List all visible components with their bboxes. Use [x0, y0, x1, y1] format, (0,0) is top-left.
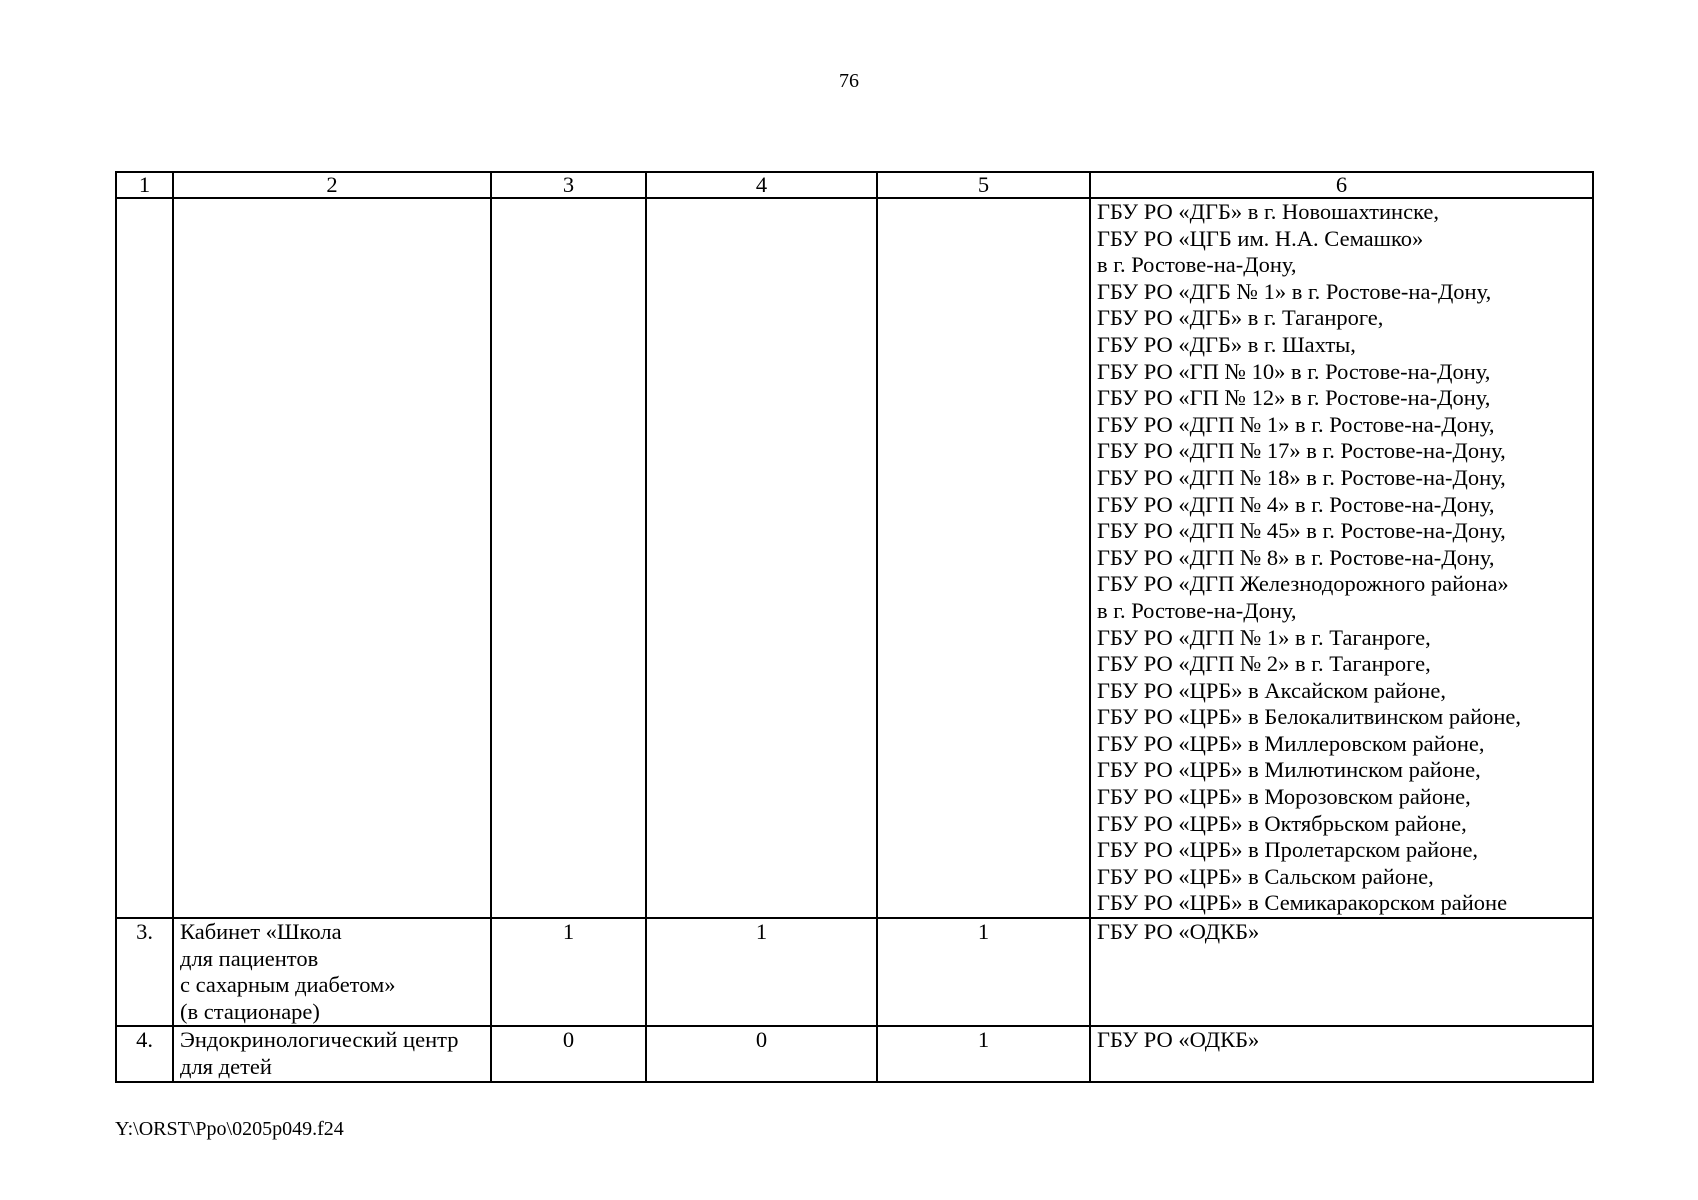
value-cell [877, 198, 1090, 918]
organization-line: ГБУ РО «ЦРБ» в Белокалитвинском районе, [1097, 704, 1522, 730]
organization-line: ГБУ РО «ДГП № 8» в г. Ростове-на-Дону, [1097, 544, 1495, 570]
row-number-cell: 3. [116, 918, 173, 1026]
organization-line: ГБУ РО «ЦРБ» в Милютинском районе, [1097, 757, 1481, 783]
row-number-cell [116, 198, 173, 918]
name-cell [173, 1026, 491, 1081]
organization-line: ГБУ РО «ЦРБ» в Октябрьском районе, [1097, 810, 1467, 836]
organization-line: ГБУ РО «ДГП № 18» в г. Ростове-на-Дону, [1097, 464, 1506, 490]
row-number-cell: 4. [116, 1026, 173, 1081]
organization-line: ГБУ РО «ДГБ» в г. Шахты, [1097, 331, 1356, 357]
organization-line: ГБУ РО «ЦРБ» в Сальском районе, [1097, 863, 1434, 889]
column-header: 4 [646, 172, 877, 198]
organization-line: ГБУ РО «ДГП № 1» в г. Ростове-на-Дону, [1097, 411, 1495, 437]
organization-line: ГБУ РО «ДГП № 17» в г. Ростове-на-Дону, [1097, 438, 1506, 464]
value-cell: 1 [646, 918, 877, 1026]
table-row [116, 918, 1593, 1026]
organization-line: ГБУ РО «ДГП № 2» в г. Таганроге, [1097, 651, 1431, 677]
organization-line: ГБУ РО «ГП № 10» в г. Ростове-на-Дону, [1097, 358, 1491, 384]
organization-line: ГБУ РО «ДГП № 4» в г. Ростове-на-Дону, [1097, 491, 1495, 517]
organization-line: ГБУ РО «ДГБ» в г. Новошахтинске, [1097, 199, 1440, 224]
organization-line: ГБУ РО «ЦРБ» в Аксайском районе, [1097, 677, 1446, 703]
name-cell [173, 198, 491, 918]
name-line: для детей [180, 1054, 272, 1079]
value-cell: 1 [877, 918, 1090, 1026]
column-header: 3 [491, 172, 646, 198]
column-header: 1 [116, 172, 173, 198]
organization-line: ГБУ РО «ЦРБ» в Пролетарском районе, [1097, 837, 1479, 863]
value-cell: 1 [877, 1026, 1090, 1081]
file-path-footer: Y:\ORST\Ppo\0205p049.f24 [115, 1118, 344, 1140]
organizations-cell [1090, 198, 1593, 918]
organization-line: ГБУ РО «ДГП № 1» в г. Таганроге, [1097, 624, 1431, 650]
name-line: (в стационаре) [180, 998, 320, 1024]
organization-line: ГБУ РО «ЦРБ» в Семикаракорском районе [1097, 890, 1508, 916]
organization-line: в г. Ростове-на-Дону, [1097, 597, 1297, 623]
organization-line: ГБУ РО «ЦРБ» в Морозовском районе, [1097, 784, 1471, 810]
value-cell: 1 [491, 918, 646, 1026]
name-line: с сахарным диабетом» [180, 972, 396, 998]
name-line: для пациентов [180, 945, 319, 971]
organization-line: ГБУ РО «ДГП Железнодорожного района» [1097, 571, 1509, 597]
page-number: 76 [839, 70, 859, 92]
value-cell: 0 [646, 1026, 877, 1081]
header-row [116, 172, 1593, 198]
organization-line: в г. Ростове-на-Дону, [1097, 252, 1297, 278]
table-row-continuation [116, 198, 1593, 918]
organization-line: ГБУ РО «ДГП № 45» в г. Ростове-на-Дону, [1097, 518, 1506, 544]
column-header: 6 [1090, 172, 1593, 198]
organization-line: ГБУ РО «ЦГБ им. Н.А. Семашко» [1097, 225, 1424, 251]
column-header: 5 [877, 172, 1090, 198]
organization-line: ГБУ РО «ЦРБ» в Миллеровском районе, [1097, 730, 1485, 756]
organization-line: ГБУ РО «ДГБ № 1» в г. Ростове-на-Дону, [1097, 278, 1492, 304]
column-header: 2 [173, 172, 491, 198]
organizations-cell: ГБУ РО «ОДКБ» [1090, 918, 1593, 1026]
name-line: Кабинет «Школа [180, 919, 342, 945]
table-row [116, 1026, 1593, 1081]
name-line: Эндокринологический центр [180, 1027, 459, 1053]
value-cell: 0 [491, 1026, 646, 1081]
name-cell [173, 918, 491, 1026]
value-cell [646, 198, 877, 918]
organizations-cell: ГБУ РО «ОДКБ» [1090, 1026, 1593, 1081]
data-table [115, 171, 1594, 1083]
value-cell [491, 198, 646, 918]
organization-line: ГБУ РО «ДГБ» в г. Таганроге, [1097, 305, 1384, 331]
organization-line: ГБУ РО «ГП № 12» в г. Ростове-на-Дону, [1097, 385, 1491, 411]
